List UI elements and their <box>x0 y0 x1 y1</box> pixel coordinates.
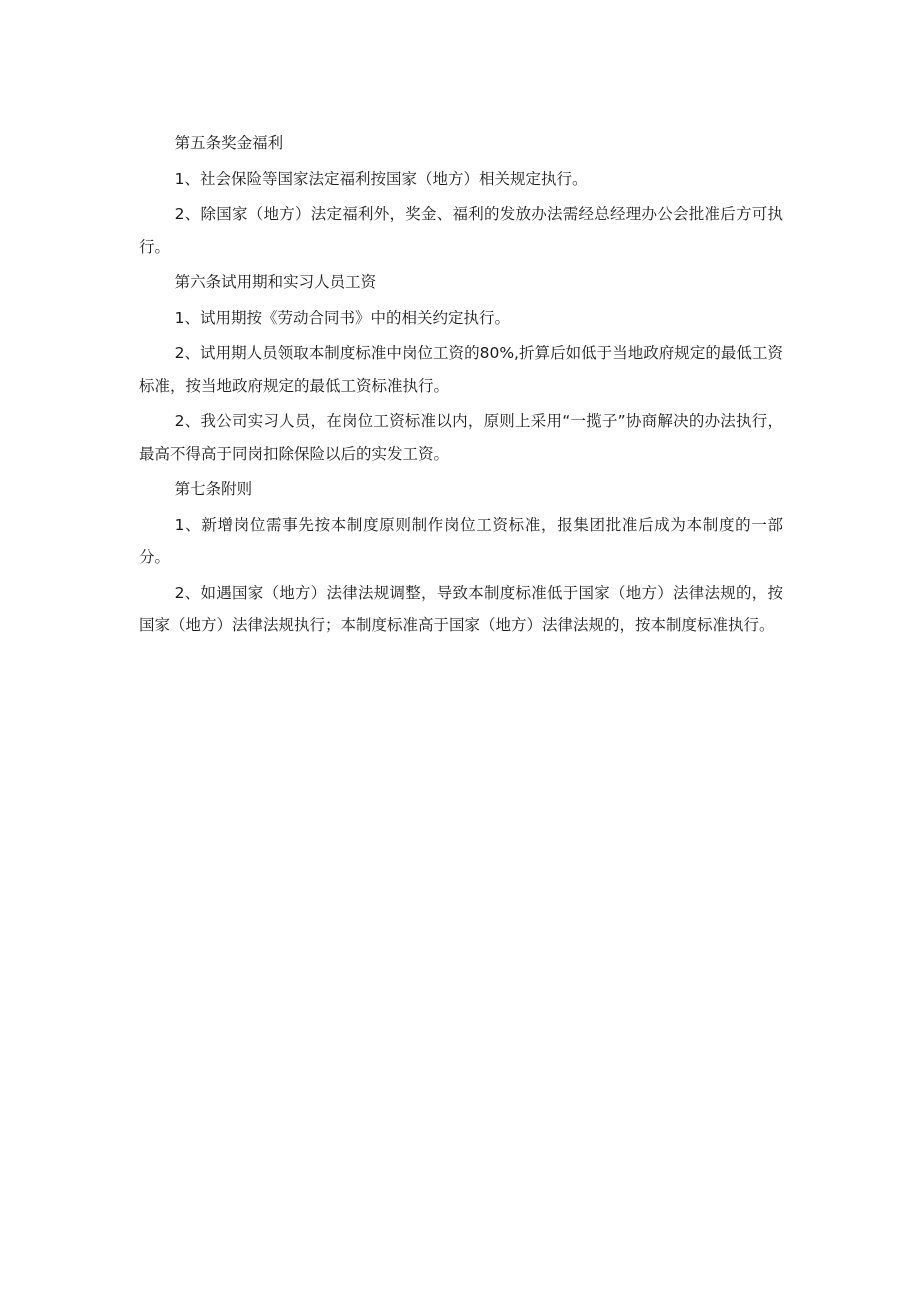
section-6-item-2: 2、试用期人员领取本制度标准中岗位工资的80%,折算后如低于当地政府规定的最低工资标准，按当地政府规定的最低工资标准执行。 <box>139 344 783 395</box>
section-heading-6: 第六条试用期和实习人员工资 <box>174 273 377 291</box>
section-5-item-2: 2、除国家（地方）法定福利外，奖金、福利的发放办法需经总经理办公会批准后方可执行。 <box>139 205 783 256</box>
section-5-item-1: 1、社会保险等国家法定福利按国家（地方）相关规定执行。 <box>174 169 588 188</box>
document-body <box>139 127 783 645</box>
section-heading-7: 第七条附则 <box>174 480 253 498</box>
section-7-item-2: 2、如遇国家（地方）法律法规调整，导致本制度标准低于国家（地方）法律法规的，按国家（地方）法律法规执行；本制度标准高于国家（地方）法律法规的，按本制度标准执行。 <box>139 583 783 634</box>
section-heading-5: 第五条奖金福利 <box>174 134 284 152</box>
section-6-item-1: 1、试用期按《劳动合同书》中的相关约定执行。 <box>174 308 511 327</box>
section-6-item-3: 2、我公司实习人员，在岗位工资标准以内，原则上采用“一揽子”协商解决的办法执行，最高不得高于同岗扣除保险以后的实发工资。 <box>139 412 783 463</box>
section-7-item-1: 1、新增岗位需事先按本制度原则制作岗位工资标准，报集团批准后成为本制度的一部分。 <box>139 515 783 566</box>
